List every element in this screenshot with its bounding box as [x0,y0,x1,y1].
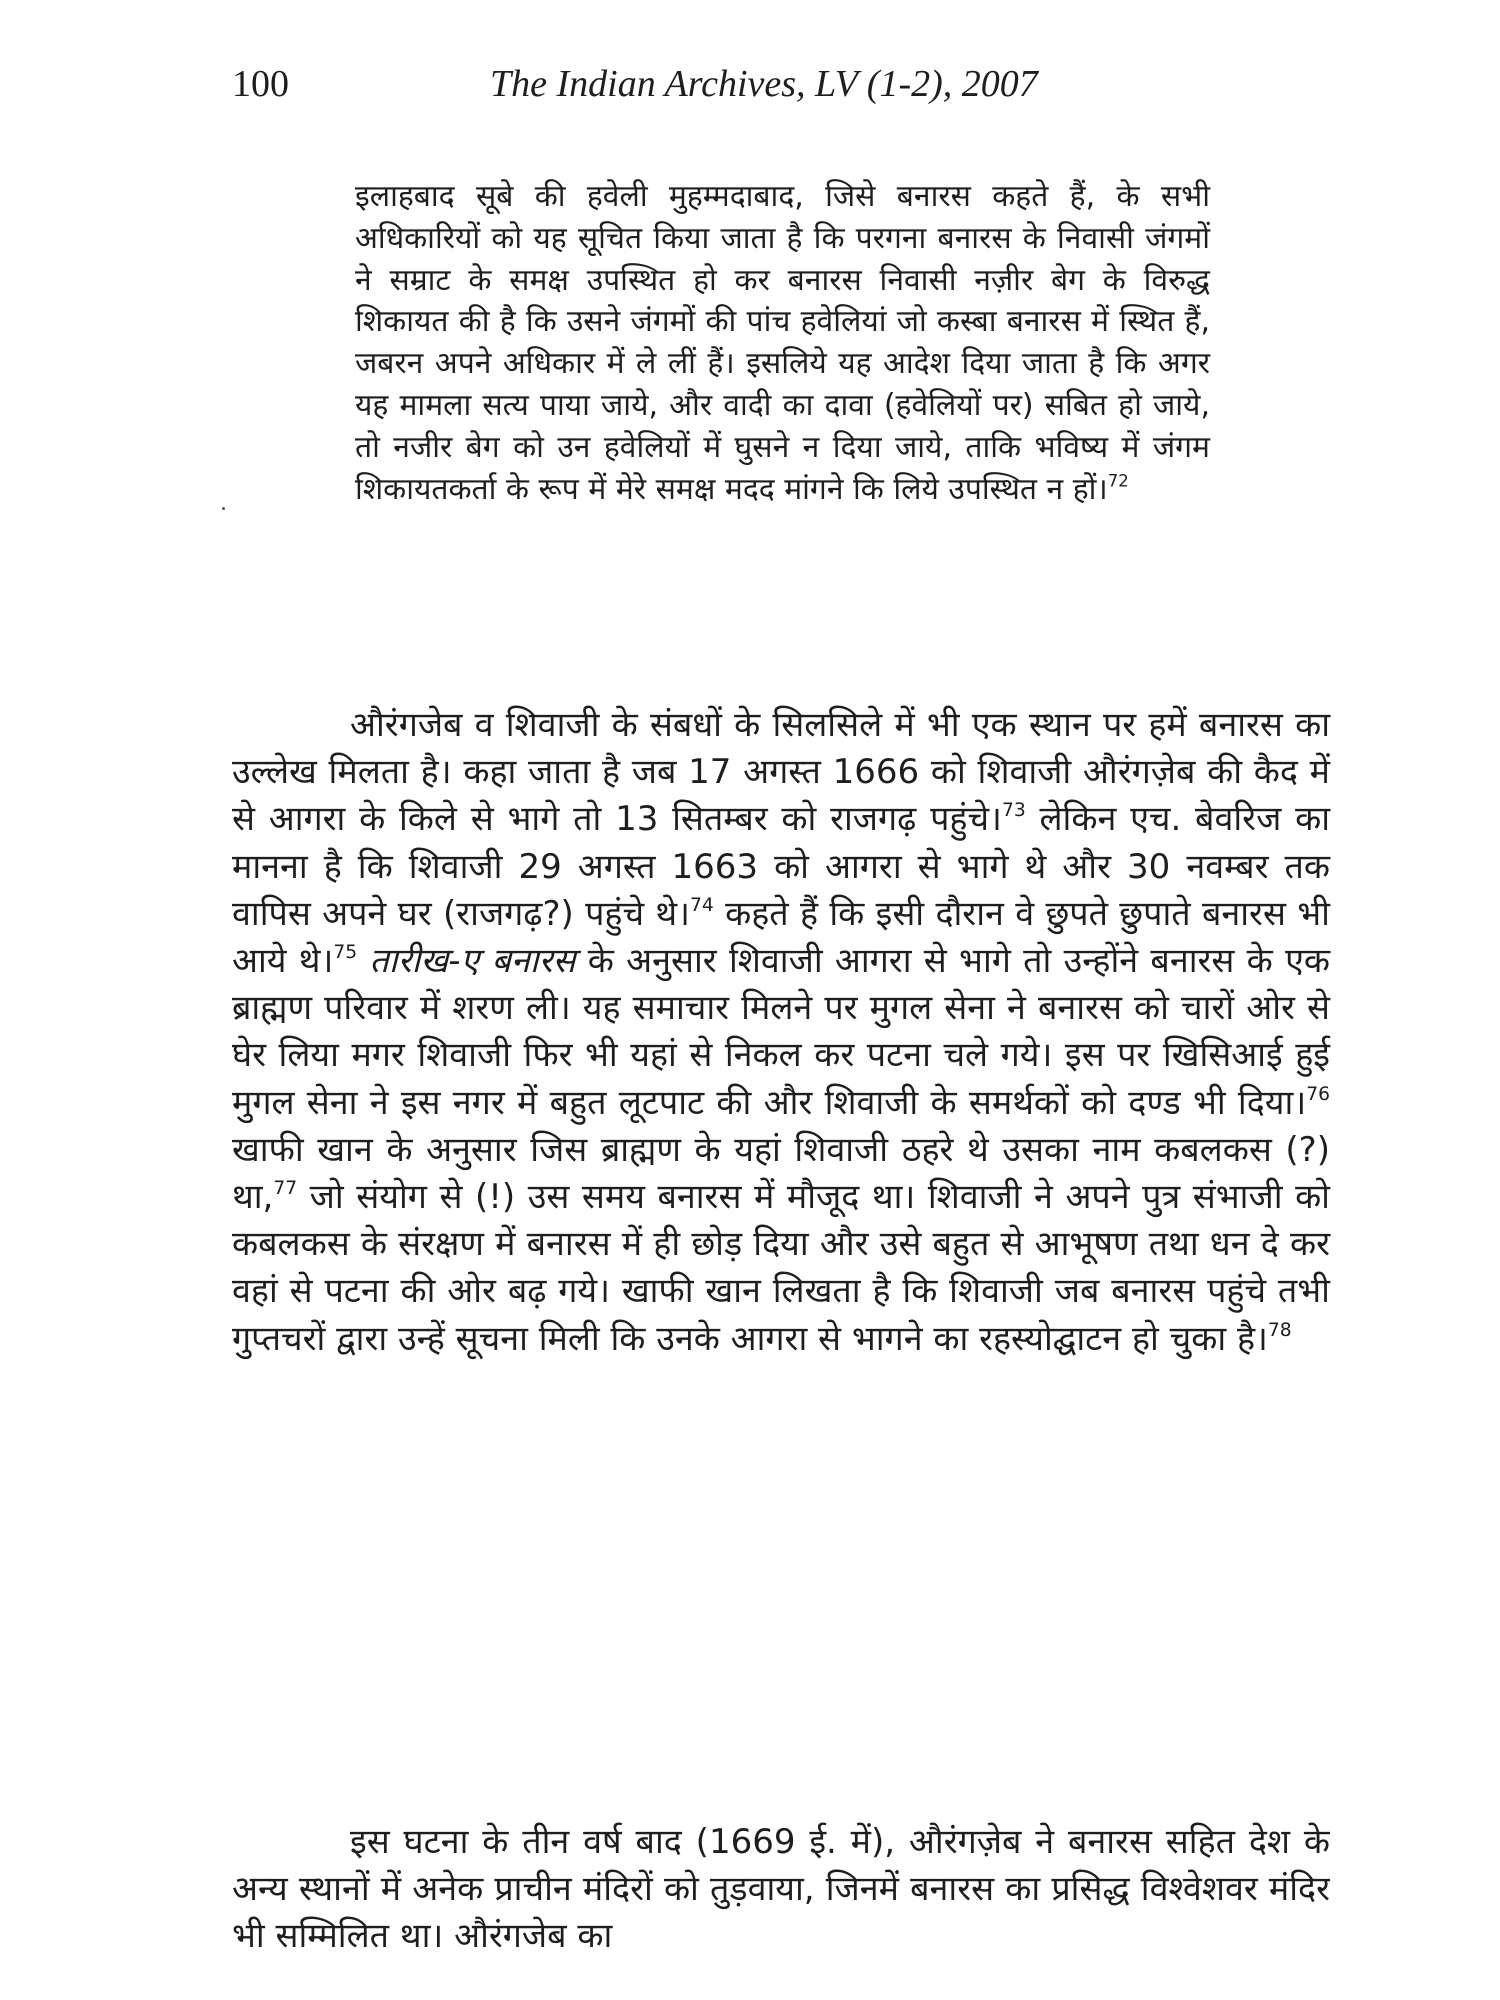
page-number: 100 [232,63,289,105]
scan-speck [222,507,225,510]
para1-text-1: औरंगजेब व शिवाजी के संबधों के सिलसिले में भी एक स्थान पर हमें बनारस का उल्लेख मिलता है। कहा जाता है जब 17 अगस्त 1666 को शिवाजी औरंगज़ेब की कैद में से आगरा के किले से भागे तो 13 सितम्बर को राजगढ़ पहुंचे। [232,705,1330,840]
para1-text-3: कहते हैं कि इसी दौरान वे छुपते छुपाते बनारस भी आये थे। [232,893,1330,982]
para1-text-6: खाफी खान के अनुसार जिस ब्राह्मण के यहां शिवाजी ठहरे थे उसका नाम कबलकस (?) था, [232,1129,1330,1218]
footnote-ref-74: 74 [690,894,714,916]
footnote-ref-75: 75 [333,942,358,963]
body-paragraph-1 [232,702,1330,1363]
para1-text-2: लेकिन एच. बेवरिज का मानना है कि शिवाजी 29 अगस्त 1663 को आगरा से भागे थे और 30 नवम्बर तक वापिस अपने घर (राजगढ़?) पहुंचे थे। [232,799,1331,934]
page-header [0,62,1500,122]
footnote-ref-76: 76 [1306,1083,1330,1105]
para1-text-5: के अनुसार शिवाजी आगरा से भागे तो उन्होंने बनारस के एक ब्राह्मण परिवार में शरण ली। यह समाचार मिलने पर मुगल सेना ने बनारस को चारों ओर से घेर लिया मगर शिवाजी फिर भी यहां से निकल कर पटना चले गये। इस पर खिसिआई हुई मुगल सेना ने इस नगर में बहुत लूटपाट की और शिवाजी के समर्थकों को दण्ड भी दिया। [232,941,1330,1123]
body-paragraph-2 [232,1819,1330,1991]
cited-work-title: तारीख-ए बनारस [369,941,576,982]
quote-text: इलाहबाद सूबे की हवेली मुहम्मदाबाद, जिसे बनारस कहते हैं, के सभी अधिकारियों को यह सूचित किया जाता है कि परगना बनारस के निवासी जंगमों ने सम्राट के समक्ष उपस्थित हो कर बनारस निवासी नज़ीर बेग के विरुद्ध शिकायत की है कि उसने जंगमों की पांच हवेलियां जो कस्बा बनारस में स्थित हैं, जबरन अपने अधिकार में ले लीं हैं। इसलिये यह आदेश दिया जाता है कि अगर यह मामला सत्य पाया जाये, और वादी का दावा (हवेलियों पर) सबित हो जाये, तो नजीर बेग को उन हवेलियों में घुसने न दिया जाये, ताकि भविष्य में जंगम शिकायतकर्ता के रूप में मेरे समक्ष मदद मांगने कि लिये उपस्थित न हों। [355,179,1210,507]
para2-text: इस घटना के तीन वर्ष बाद (1669 ई. में), औरंगज़ेब ने बनारस सहित देश के अन्य स्थानों में अनेक प्राचीन मंदिरों को तुड़वाया, जिनमें बनारस का प्रसिद्ध विश्वेशवर मंदिर भी सम्मिलित था। औरंगजेब का [232,1822,1330,1957]
para1-text-7: जो संयोग से (!) उस समय बनारस में मौजूद था। शिवाजी ने अपने पुत्र संभाजी को कबलकस के संरक्षण में बनारस में ही छोड़ दिया और उसे बहुत से आभूषण तथा धन दे कर वहां से पटना की ओर बढ़ गये। खाफी खान लिखता है कि शिवाजी जब बनारस पहुंचे तभी गुप्तचरों द्वारा उन्हें सूचना मिली कि उनके आगरा से भागने का रहस्योद्घाटन हो चुका है। [232,1177,1330,1359]
footnote-ref-78: 78 [1267,1319,1292,1341]
running-head: The Indian Archives, LV (1-2), 2007 [490,63,1038,105]
block-quote [355,176,1210,510]
footnote-ref-73: 73 [1001,800,1026,822]
para1-text-4 [357,941,369,981]
footnote-ref-77: 77 [273,1178,298,1200]
footnote-ref-72: 72 [1107,471,1129,491]
